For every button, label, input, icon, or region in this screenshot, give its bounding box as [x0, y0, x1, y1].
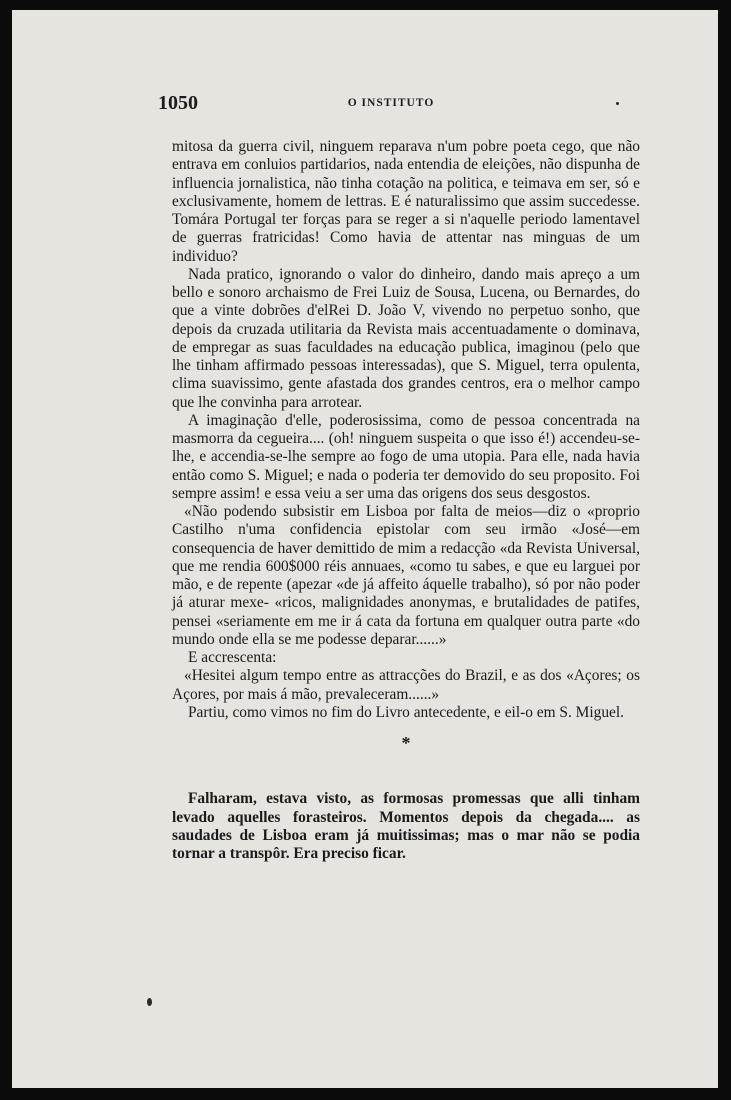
ink-speck	[147, 998, 152, 1006]
paragraph-2: Nada pratico, ignorando o valor do dinheiro, dando mais apreço a um bello e sonoro archaismo de Frei Luiz de Sousa, Lucena, ou Bernardes, do que a vinte dobrões d'elRei D. João V, vivendo no perpetuo sonho, que depois da cruzada utilitaria da Revista mais accentuadamente o dominava, de empregar as suas faculdades na educação publica, imaginou (pelo que lhe tinham affirmado pessoas interessadas), que S. Miguel, terra opulenta, clima suavissimo, gente afastada dos grandes centros, era o melhor campo que lhe convinha para arrotear.	[172, 265, 640, 411]
quote-letter: «Não podendo subsistir em Lisboa por falta de meios—diz o «proprio Castilho n'uma confidencia epistolar com seu irmão «José—em consequencia de haver demittido de mim a redacção «da Revista Universal, que me rendia 600$000 réis annuaes, «como tu sabes, e que eu larguei por mão, e de repente (apezar «de já affeito áquelle trabalho), só por não poder já aturar mexe- «ricos, malignidades anonymas, e brutalidades de patifes, pensei «seriamente em me ir á cata da fortuna em qualquer outra parte «do mundo onde ella se me podesse deparar......»	[172, 503, 640, 648]
quote-hesitei: «Hesitei algum tempo entre as attracções do Brazil, e as dos «Açores; os Açores, por mais á mão, prevaleceram......»	[172, 667, 640, 703]
section-separator: *	[401, 733, 411, 753]
page-number: 1050	[158, 92, 198, 114]
body-text	[172, 138, 640, 863]
paragraph-accrescenta: E accrescenta:	[188, 649, 277, 666]
paragraph-3: A imaginação d'elle, poderosissima, como de pessoa concentrada na masmorra da cegueira.... (oh! ninguem suspeita o que isso é!) accendeu-se-lhe, e accendia-se-lhe sempre ao fogo de uma utopia. Para elle, nada havia então como S. Miguel; e nada o poderia ter demovido do seu proposito. Foi sempre assim! e essa veiu a ser uma das origens dos seus desgostos.	[172, 411, 640, 502]
book-page	[12, 10, 718, 1088]
ink-speck	[616, 102, 619, 105]
running-title: O INSTITUTO	[347, 97, 435, 109]
paragraph-partiu: Partiu, como vimos no fim do Livro antecedente, e eil-o em S. Miguel.	[188, 703, 624, 721]
paragraph-1: mitosa da guerra civil, ninguem reparava n'um pobre poeta cego, que não entrava em conluios partidarios, nada entendia de eleições, não dispunha de influencia jornalistica, não tinha cotação na politica, e teimava em ser, só e exclusivamente, homem de lettras. E é naturalissimo que assim succedesse. Tomára Portugal ter forças para se reger a si n'aquelle periodo lamentavel de guerras fratricidas! Como havia de attentar nas minguas de um individuo?	[172, 138, 640, 265]
page-header	[158, 92, 624, 118]
closing-paragraph: Falharam, estava visto, as formosas promessas que alli tinham levado aquelles forasteiros. Momentos depois da chegada.... as saudades de Lisboa eram já muitissimas; mas o mar não se podia tornar a transpôr. Era preciso ficar.	[172, 790, 640, 862]
